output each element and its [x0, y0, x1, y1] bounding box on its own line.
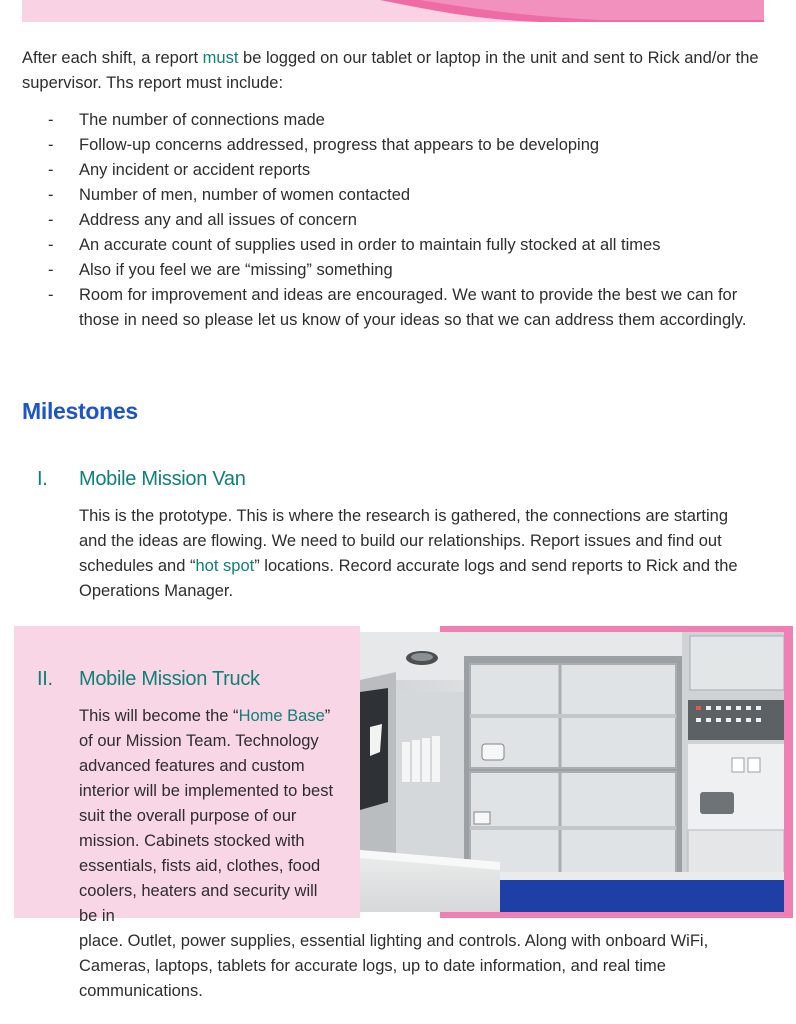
list-item: - Any incident or accident reports [48, 158, 768, 183]
dash-bullet: - [48, 236, 54, 254]
dash-bullet: - [48, 161, 54, 179]
report-intro-paragraph: After each shift, a report must be logged on our tablet or laptop in the unit and sent to Rick and/or the supervisor. Ths report must include: [22, 49, 759, 92]
milestone-2-body-wrapped: This will become the “Home Base” of our Mission Team. Technology advanced features and custom interior will be implemented to best suit the overall purpose of our mission. Cabinets stocked with essentials, fists aid, clothes, food coolers, heaters and security will be in [79, 707, 334, 925]
dash-bullet: - [48, 136, 54, 154]
milestone-1-numeral: I. [37, 468, 48, 490]
milestone-1-title: Mobile Mission Van [79, 468, 246, 490]
list-item: - Room for improvement and ideas are encouraged. We want to provide the best we can for those in need so please let us know of your ideas so that we can address them accordingly. [48, 283, 768, 333]
list-item: - Also if you feel we are “missing” something [48, 258, 768, 283]
dash-bullet: - [48, 286, 54, 304]
report-requirements-list [48, 108, 768, 333]
milestone-2-body-continued: place. Outlet, power supplies, essential lighting and controls. Along with onboard WiFi, Cameras, laptops, tablets for accurate logs, up to date information, and real time communications. [79, 932, 709, 1000]
milestones-heading: Milestones [22, 398, 138, 424]
dash-bullet: - [48, 261, 54, 279]
list-item: - Address any and all issues of concern [48, 208, 768, 233]
list-item: - An accurate count of supplies used in order to maintain fully stocked at all times [48, 233, 768, 258]
milestone-1-body: This is the prototype. This is where the research is gathered, the connections are starting and the ideas are flowing. We need to build our relationships. Report issues and find out schedules and “hot spot” locations. Record accurate logs and send reports to Rick and the Operations Manager. [79, 507, 738, 600]
top-pink-banner [0, 0, 796, 22]
list-item: - Number of men, number of women contacted [48, 183, 768, 208]
truck-interior-photo [360, 632, 784, 912]
dash-bullet: - [48, 111, 54, 129]
must-emphasis: must [202, 49, 239, 67]
hot-spot-emphasis: hot spot [195, 557, 255, 575]
milestone-2-numeral: II. [37, 668, 53, 690]
dash-bullet: - [48, 186, 54, 204]
list-item: - Follow-up concerns addressed, progress that appears to be developing [48, 133, 768, 158]
milestone-2-title: Mobile Mission Truck [79, 668, 260, 690]
home-base-emphasis: Home Base [238, 707, 325, 725]
list-item: - The number of connections made [48, 108, 768, 133]
dash-bullet: - [48, 211, 54, 229]
